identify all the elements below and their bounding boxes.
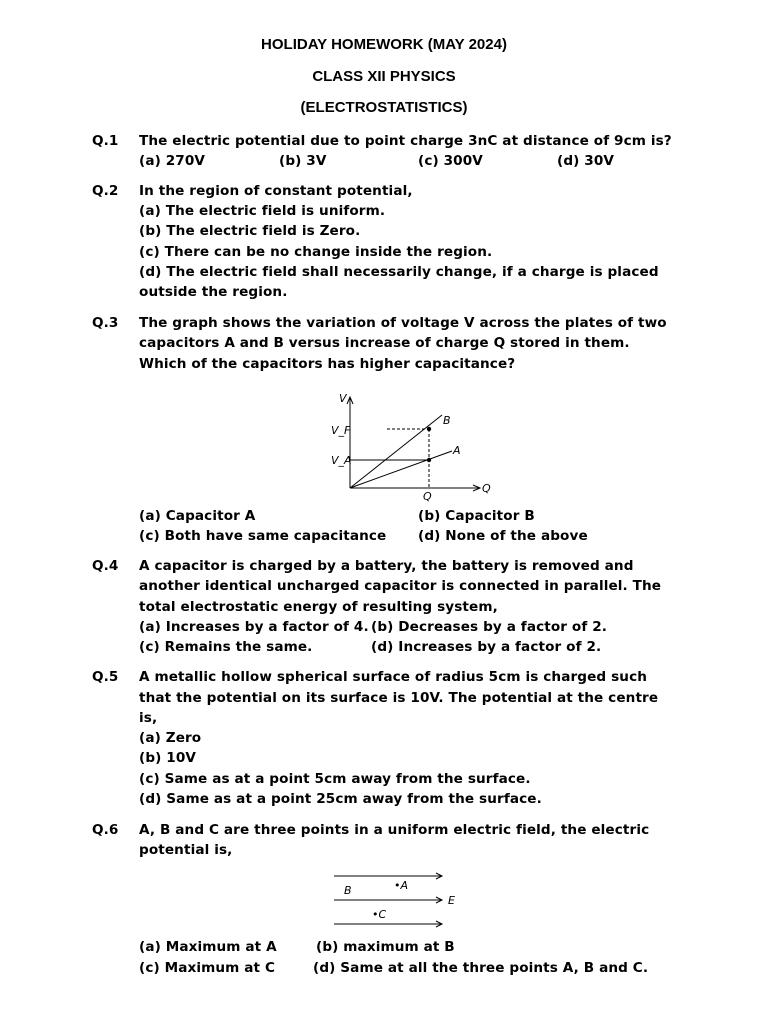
option-b: (b) Capacitor B bbox=[418, 508, 535, 524]
question-text: is, bbox=[139, 710, 158, 726]
question-number: Q.2 bbox=[92, 183, 119, 199]
question-text: A metallic hollow spherical surface of radius 5cm is charged such bbox=[139, 669, 648, 685]
point-b bbox=[427, 427, 431, 431]
y-axis-label: V bbox=[339, 392, 347, 405]
point-a-label: •A bbox=[394, 879, 409, 892]
option-b: (b) 10V bbox=[139, 750, 197, 766]
option-b: (b) maximum at B bbox=[316, 939, 455, 955]
option-c: (c) Both have same capacitance bbox=[139, 528, 387, 544]
option-d: (d) Same as at a point 25cm away from the surface. bbox=[139, 791, 542, 807]
question-text: A, B and C are three points in a uniform electric field, the electric bbox=[139, 822, 650, 838]
option-a: (a) 270V bbox=[139, 153, 206, 169]
question-text: another identical uncharged capacitor is connected in parallel. The bbox=[139, 578, 662, 594]
question-number: Q.1 bbox=[92, 133, 119, 149]
question-number: Q.3 bbox=[92, 315, 119, 331]
option-c: (c) 300V bbox=[418, 153, 483, 169]
question-text: total electrostatic energy of resulting system, bbox=[139, 599, 498, 615]
option-d: (d) None of the above bbox=[418, 528, 588, 544]
option-c: (c) Remains the same. bbox=[139, 639, 313, 655]
question-text: that the potential on its surface is 10V. The potential at the centre bbox=[139, 690, 659, 706]
option-a: (a) The electric field is uniform. bbox=[139, 203, 386, 219]
va-label: V_A bbox=[331, 454, 352, 467]
question-text: In the region of constant potential, bbox=[139, 183, 413, 199]
topic-title: (ELECTROSTATISTICS) bbox=[300, 99, 468, 116]
option-c: (c) Maximum at C bbox=[139, 960, 276, 976]
option-a: (a) Increases by a factor of 4. bbox=[139, 619, 369, 635]
question-text: Which of the capacitors has higher capacitance? bbox=[139, 356, 516, 372]
question-text: The graph shows the variation of voltage V across the plates of two bbox=[139, 315, 667, 331]
voltage-charge-graph bbox=[325, 388, 505, 504]
option-d-continued: outside the region. bbox=[139, 284, 288, 300]
option-b: (b) 3V bbox=[279, 153, 327, 169]
option-d: (d) Same at all the three points A, B and C. bbox=[313, 960, 649, 976]
option-a: (a) Zero bbox=[139, 730, 202, 746]
option-d: (d) The electric field shall necessarily change, if a charge is placed bbox=[139, 264, 659, 280]
option-d: (d) Increases by a factor of 2. bbox=[371, 639, 602, 655]
option-a: (a) Maximum at A bbox=[139, 939, 277, 955]
line-a bbox=[350, 451, 452, 488]
field-label: E bbox=[448, 894, 455, 907]
line-a-label: A bbox=[453, 444, 461, 457]
question-text: potential is, bbox=[139, 842, 233, 858]
x-axis-label: Q bbox=[482, 482, 491, 495]
page-title: HOLIDAY HOMEWORK (MAY 2024) bbox=[261, 36, 507, 53]
point-b-label: B bbox=[344, 884, 352, 897]
option-c: (c) Same as at a point 5cm away from the surface. bbox=[139, 771, 531, 787]
option-c: (c) There can be no change inside the region. bbox=[139, 244, 493, 260]
question-text: A capacitor is charged by a battery, the battery is removed and bbox=[139, 558, 634, 574]
question-number: Q.6 bbox=[92, 822, 119, 838]
point-a bbox=[427, 458, 431, 462]
line-b bbox=[350, 415, 442, 488]
option-b: (b) The electric field is Zero. bbox=[139, 223, 361, 239]
option-a: (a) Capacitor A bbox=[139, 508, 256, 524]
question-text: The electric potential due to point charge 3nC at distance of 9cm is? bbox=[139, 133, 672, 149]
line-b-label: B bbox=[443, 414, 451, 427]
option-d: (d) 30V bbox=[557, 153, 615, 169]
question-text: capacitors A and B versus increase of charge Q stored in them. bbox=[139, 335, 630, 351]
class-title: CLASS XII PHYSICS bbox=[312, 68, 456, 85]
vb-label: V_F bbox=[331, 424, 351, 437]
q-label: Q bbox=[423, 490, 432, 503]
option-b: (b) Decreases by a factor of 2. bbox=[371, 619, 608, 635]
question-number: Q.4 bbox=[92, 558, 119, 574]
point-c-label: •C bbox=[372, 908, 387, 921]
uniform-field-diagram bbox=[330, 868, 470, 930]
question-number: Q.5 bbox=[92, 669, 119, 685]
